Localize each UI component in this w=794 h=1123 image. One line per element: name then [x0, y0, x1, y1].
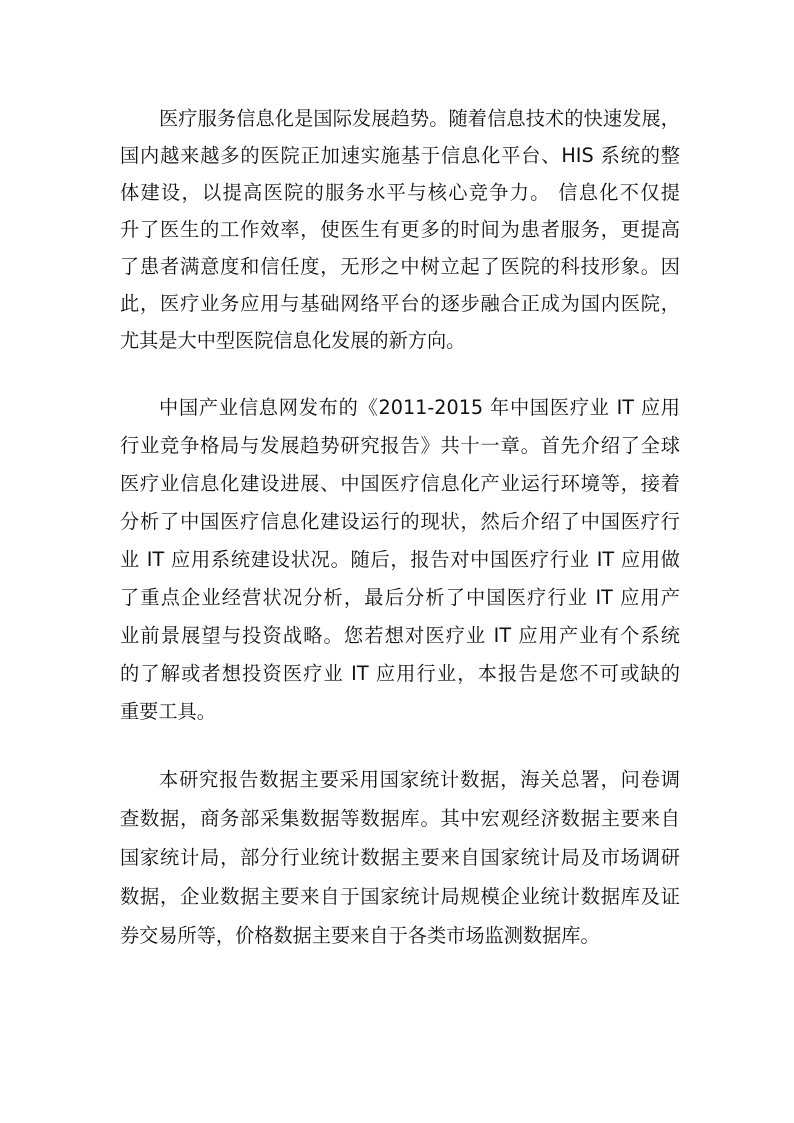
paragraph-line: 本研究报告数据主要采用国家统计数据，海关总署，问卷调	[159, 768, 680, 791]
paragraph-line: 国内越来越多的医院正加速实施基于信息化平台、HIS 系统的整	[120, 144, 680, 167]
paragraph-line: 中国产业信息网发布的《2011-2015 年中国医疗业 IT 应用	[159, 396, 680, 419]
paragraph-line: 重要工具。	[120, 700, 216, 723]
paragraph-line: 数据，企业数据主要来自于国家统计局规模企业统计数据库及证	[120, 885, 680, 908]
paragraph-line: 升了医生的工作效率，使医生有更多的时间为患者服务，更提高	[120, 218, 680, 241]
paragraph-line: 了重点企业经营状况分析，最后分析了中国医疗行业 IT 应用产	[120, 586, 680, 609]
paragraph-line: 业前景展望与投资战略。您若想对医疗业 IT 应用产业有个系统	[120, 624, 680, 647]
paragraph-line: 体建设，以提高医院的服务水平与核心竞争力。 信息化不仅提	[120, 181, 680, 204]
paragraph-line: 券交易所等，价格数据主要来自于各类市场监测数据库。	[120, 924, 600, 947]
paragraph-line: 国家统计局，部分行业统计数据主要来自国家统计局及市场调研	[120, 846, 680, 869]
paragraph-line: 行业竞争格局与发展趋势研究报告》共十一章。首先介绍了全球	[120, 434, 680, 457]
paragraph-line: 尤其是大中型医院信息化发展的新方向。	[120, 329, 466, 352]
paragraph-line: 业 IT 应用系统建设状况。随后，报告对中国医疗行业 IT 应用做	[120, 548, 680, 571]
paragraph-line: 医疗业信息化建设进展、中国医疗信息化产业运行环境等，接着	[120, 472, 680, 495]
paragraph-line: 了患者满意度和信任度，无形之中树立起了医院的科技形象。因	[120, 255, 680, 278]
paragraph-line: 查数据，商务部采集数据等数据库。其中宏观经济数据主要来自	[120, 807, 680, 830]
paragraph-line: 的了解或者想投资医疗业 IT 应用行业，本报告是您不可或缺的	[120, 662, 680, 685]
paragraph-line: 分析了中国医疗信息化建设运行的现状，然后介绍了中国医疗行	[120, 510, 680, 533]
paragraph-line: 医疗服务信息化是国际发展趋势。随着信息技术的快速发展，	[159, 107, 680, 130]
paragraph-line: 此，医疗业务应用与基础网络平台的逐步融合正成为国内医院，	[120, 292, 680, 315]
